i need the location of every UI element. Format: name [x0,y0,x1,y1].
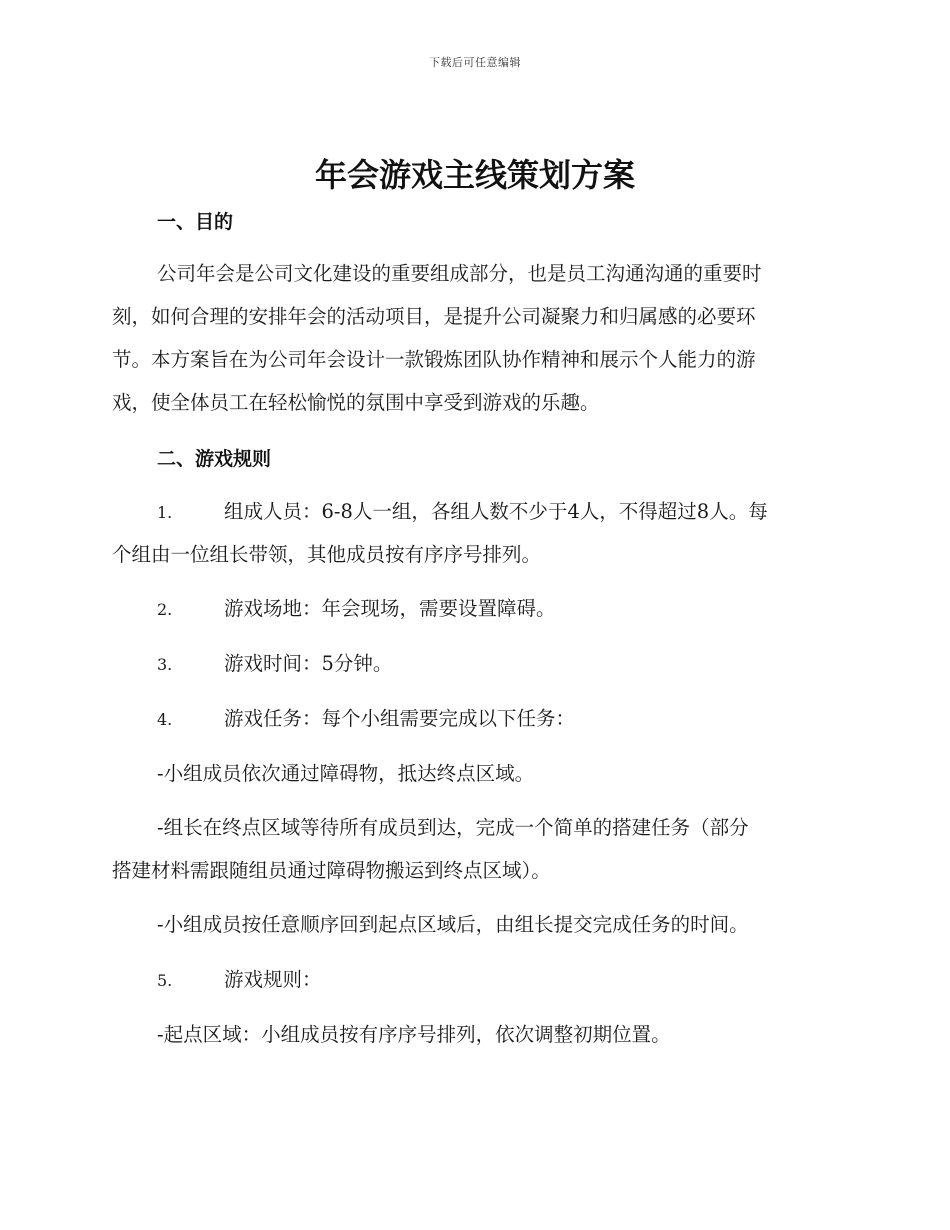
task-line-1: -小组成员依次通过障碍物，抵达终点区域。 [157,762,535,785]
task-line-2: -组长在终点区域等待所有成员到达，完成一个简单的搭建任务（部分 [157,816,749,839]
task-line-3: -小组成员按任意顺序回到起点区域后，由组长提交完成任务的时间。 [157,913,749,936]
rule-item-number: 5. [157,971,173,990]
rule-item-text: 游戏场地：年会现场，需要设置障碍。 [224,597,556,620]
rule-item-2 [112,587,842,631]
rule-detail-line-1: -起点区域：小组成员按有序序号排列，依次调整初期位置。 [157,1023,671,1046]
rule-item-number: 2. [157,600,173,619]
rule-item-5 [112,958,842,1002]
rule-item-3 [112,642,842,686]
section-heading-purpose: 一、目的 [157,211,234,233]
rule-item-number: 4. [157,710,173,729]
rule-item-text: 游戏规则： [224,968,322,991]
rule-item-1-continuation: 个组由一位组长带领，其他成员按有序序号排列。 [112,543,542,566]
header-note: 下载后可任意编辑 [429,56,521,69]
purpose-paragraph-line-4: 戏，使全体员工在轻松愉悦的氛围中享受到游戏的乐趣。 [112,391,600,414]
section-heading-rules: 二、游戏规则 [157,448,272,470]
rule-item-1 [112,490,842,534]
rule-item-text: 组成人员：6-8人一组，各组人数不少于4人，不得超过8人。每 [224,500,768,523]
purpose-paragraph-line-1: 公司年会是公司文化建设的重要组成部分，也是员工沟通沟通的重要时 [157,262,762,285]
rule-item-4 [112,697,842,741]
document-title: 年会游戏主线策划方案 [314,156,635,194]
purpose-paragraph-line-2: 刻，如何合理的安排年会的活动项目，是提升公司凝聚力和归属感的必要环 [112,305,756,328]
rule-item-text: 游戏时间：5分钟。 [224,652,393,675]
rule-item-number: 3. [157,655,173,674]
rule-item-text: 游戏任务：每个小组需要完成以下任务： [224,707,576,730]
purpose-paragraph-line-3: 节。本方案旨在为公司年会设计一款锻炼团队协作精神和展示个人能力的游 [112,348,756,371]
task-line-2-continuation: 搭建材料需跟随组员通过障碍物搬运到终点区域）。 [112,859,551,882]
rule-item-number: 1. [157,503,173,522]
